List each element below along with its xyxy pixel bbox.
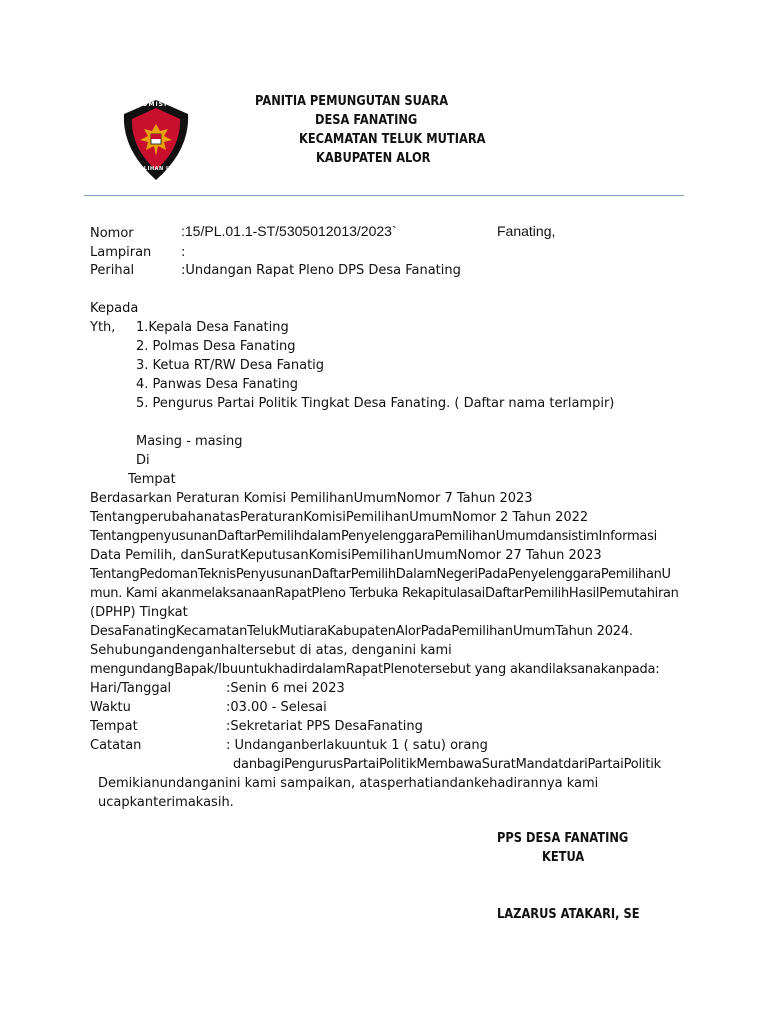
recipient-item: 2. Polmas Desa Fanating	[136, 339, 296, 354]
body-line: mengundangBapak/IbuuntukhadirdalamRapatPlenotersebut yang akandilaksanakanpada:	[90, 662, 660, 677]
signature-org: PPS DESA FANATING	[497, 831, 629, 846]
signature-name: LAZARUS ATAKARI, SE	[497, 907, 640, 922]
header-line-2: DESA FANATING	[315, 113, 418, 128]
body-line: Data Pemilih, danSuratKeputusanKomisiPemilihanUmumNomor 27 Tahun 2023	[90, 548, 602, 563]
schedule-value: :03.00 - Selesai	[226, 700, 327, 715]
header-line-1: PANITIA PEMUNGUTAN SUARA	[255, 94, 449, 109]
masing-text: Masing - masing	[136, 434, 243, 449]
recipient-item: 1.Kepala Desa Fanating	[136, 320, 289, 335]
body-line: DesaFanatingKecamatanTelukMutiaraKabupatenAlorPadaPemilihanUmumTahun 2024.	[90, 624, 633, 639]
header-line-4: KABUPATEN ALOR	[316, 151, 431, 166]
recipient-item: 3. Ketua RT/RW Desa Fanatig	[136, 358, 325, 373]
nomor-value: :15/PL.01.1-ST/5305012013/2023`	[181, 223, 397, 239]
header-line-3: KECAMATAN TELUK MUTIARA	[299, 132, 486, 147]
body-line: TentangperubahanatasPeraturanKomisiPemilihanUmumNomor 2 Tahun 2022	[90, 510, 589, 525]
perihal-label: Perihal	[90, 263, 135, 278]
perihal-value: :Undangan Rapat Pleno DPS Desa Fanating	[181, 263, 461, 278]
logo-bottom-text: PEMILIHAN UMUM	[128, 166, 187, 172]
body-line: mun. Kami akanmelaksanaanRapatPleno Terbuka RekapitulasaiDaftarPemilihHasilPemutahiran	[90, 586, 679, 601]
schedule-value: :Senin 6 mei 2023	[226, 681, 345, 696]
schedule-label: Tempat	[90, 719, 138, 734]
nomor-label: Nomor	[90, 226, 134, 241]
schedule-value: :Sekretariat PPS DesaFanating	[226, 719, 423, 734]
schedule-label: Waktu	[90, 700, 131, 715]
schedule-value: : Undanganberlakuuntuk 1 ( satu) orang	[226, 738, 488, 753]
header-divider	[84, 195, 684, 196]
tempat-text: Tempat	[128, 472, 176, 487]
signature-role: KETUA	[542, 850, 585, 865]
logo-top-text: KOMISI	[137, 101, 168, 108]
yth-label: Yth,	[90, 320, 116, 335]
body-line: TentangPedomanTeknisPenyusunanDaftarPemilihDalamNegeriPadaPenyelenggaraPemilihanU	[90, 567, 671, 582]
catatan-continuation: danbagiPengurusPartaiPolitikMembawaSuratMandatdariPartaiPolitik	[233, 757, 661, 772]
body-line: Sehubungandenganhaltersebut di atas, denganini kami	[90, 643, 452, 658]
closing-line: Demikianundanganini kami sampaikan, atasperhatiandankehadirannya kami	[98, 776, 599, 791]
lampiran-value: :	[181, 245, 186, 260]
recipient-item: 5. Pengurus Partai Politik Tingkat Desa Fanating. ( Daftar nama terlampir)	[136, 396, 615, 411]
schedule-label: Hari/Tanggal	[90, 681, 172, 696]
lampiran-label: Lampiran	[90, 245, 152, 260]
di-text: Di	[136, 453, 150, 468]
body-line: Berdasarkan Peraturan Komisi PemilihanUmumNomor 7 Tahun 2023	[90, 491, 533, 506]
body-line: (DPHP) Tingkat	[90, 605, 188, 620]
kepada-label: Kepada	[90, 301, 139, 316]
recipient-item: 4. Panwas Desa Fanating	[136, 377, 299, 392]
schedule-label: Catatan	[90, 738, 142, 753]
place-date: Fanating,	[497, 223, 556, 239]
closing-line: ucapkanterimakasih.	[98, 795, 234, 810]
body-line: TentangpenyusunanDaftarPemilihdalamPenyelenggaraPemilihanUmumdansistimInformasi	[90, 529, 658, 544]
